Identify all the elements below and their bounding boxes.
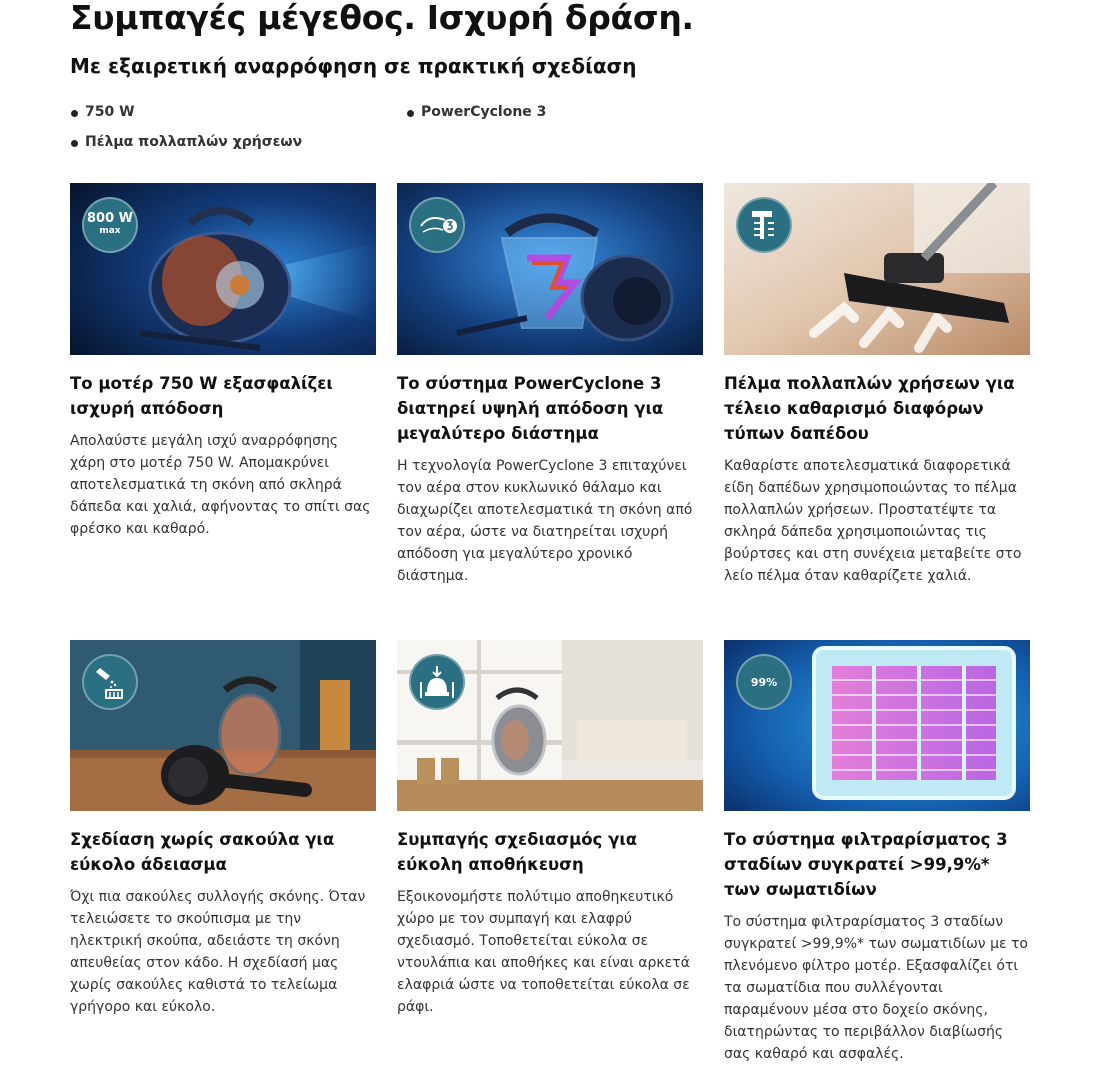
card-title: Το μοτέρ 750 W εξασφαλίζει ισχυρή απόδοση: [70, 374, 333, 418]
page-subtitle: Με εξαιρετική αναρρόφηση σε πρακτική σχεδίαση: [70, 54, 637, 78]
feature-card-filtration: [724, 640, 1030, 1065]
feature-card-powercyclone: [397, 183, 703, 587]
filtration-99-badge: 99%: [736, 654, 792, 710]
compact-storage-icon: [409, 654, 465, 710]
card-title: Πέλμα πολλαπλών χρήσεων για τέλειο καθαρισμό διαφόρων τύπων δαπέδου: [724, 374, 1015, 443]
page-title: Συμπαγές μέγεθος. Ισχυρή δράση.: [70, 0, 694, 37]
motor-image: [70, 183, 376, 355]
storage-image: [397, 640, 703, 811]
feature-bullet-list: [70, 104, 770, 164]
card-description: Το σύστημα φιλτραρίσματος 3 σταδίων συγκρατεί >99,9%* των σωματιδίων με το πλενόμενο φίλτρο μοτέρ. Εξασφαλίζει ότι τα σωματίδια που συλλέγονται παραμένουν μέσα στο δοχείο σκόνης, διατηρώντας το περιβάλλον διαβίωσής σας καθαρό και ασφαλές.: [724, 914, 1029, 1062]
card-title: Το σύστημα PowerCyclone 3 διατηρεί υψηλή απόδοση για μεγαλύτερο διάστημα: [397, 374, 664, 443]
feature-card-storage: [397, 640, 703, 1018]
card-title: Συμπαγής σχεδιασμός για εύκολη αποθήκευση: [397, 830, 638, 874]
feature-card-nozzle: [724, 183, 1030, 587]
feature-bullet-powercyclone: PowerCyclone 3: [406, 104, 546, 120]
card-description: Καθαρίστε αποτελεσματικά διαφορετικά είδη δαπέδων χρησιμοποιώντας το πέλμα πολλαπλών χρήσεων. Προστατέψτε τα σκληρά δάπεδα χρησιμοποιώντας τις βούρτσες και στη συνέχεια μεταβείτε στο λείο πέλμα όταν καθαρίζετε χαλιά.: [724, 458, 1022, 584]
feature-bullet-power: 750 W: [70, 104, 135, 120]
card-title: Το σύστημα φιλτραρίσματος 3 σταδίων συγκρατεί >99,9%* των σωματιδίων: [724, 830, 1008, 899]
powercyclone-logo-badge: [409, 197, 465, 253]
multi-surface-nozzle-icon: [736, 197, 792, 253]
powercyclone-image: [397, 183, 703, 355]
card-description: Η τεχνολογία PowerCyclone 3 επιταχύνει τον αέρα στον κυκλωνικό θάλαμο και διαχωρίζει αποτελεσματικά τη σκόνη από τον αέρα, ώστε να διατηρείται ισχυρή απόδοση για μεγαλύτερο χρονικό διάστημα.: [397, 458, 693, 584]
bagless-empty-icon: [82, 654, 138, 710]
nozzle-image: [724, 183, 1030, 355]
card-title: Σχεδίαση χωρίς σακούλα για εύκολο άδειασμα: [70, 830, 335, 874]
feature-card-bagless: [70, 640, 376, 1018]
filter-image: [724, 640, 1030, 811]
bagless-image: [70, 640, 376, 811]
card-description: Απολαύστε μεγάλη ισχύ αναρρόφησης χάρη στο μοτέρ 750 W. Απομακρύνει αποτελεσματικά τη σκόνη από σκληρά δάπεδα και χαλιά, αφήνοντας το σπίτι σας φρέσκο και καθαρό.: [70, 433, 371, 537]
card-description: Εξοικονομήστε πολύτιμο αποθηκευτικό χώρο με τον συμπαγή και ελαφρύ σχεδιασμό. Τοποθετείται εύκολα σε ντουλάπια και αποθήκες και είναι αρκετά ελαφριά ώστε να τοποθετείται εύκολα σε ράφι.: [397, 889, 690, 1015]
feature-card-motor: [70, 183, 376, 540]
feature-bullet-nozzle: Πέλμα πολλαπλών χρήσεων: [70, 134, 302, 150]
card-description: Όχι πια σακούλες συλλογής σκόνης. Όταν τελειώσετε το σκούπισμα με την ηλεκτρική σκούπα, αδειάστε τη σκόνη απευθείας στον κάδο. Η σχεδίασή μας χωρίς σακούλες καθιστά το τελείωμα γρήγορο και εύκολο.: [70, 889, 366, 1015]
power-rating-badge: 800 W max: [82, 197, 138, 253]
